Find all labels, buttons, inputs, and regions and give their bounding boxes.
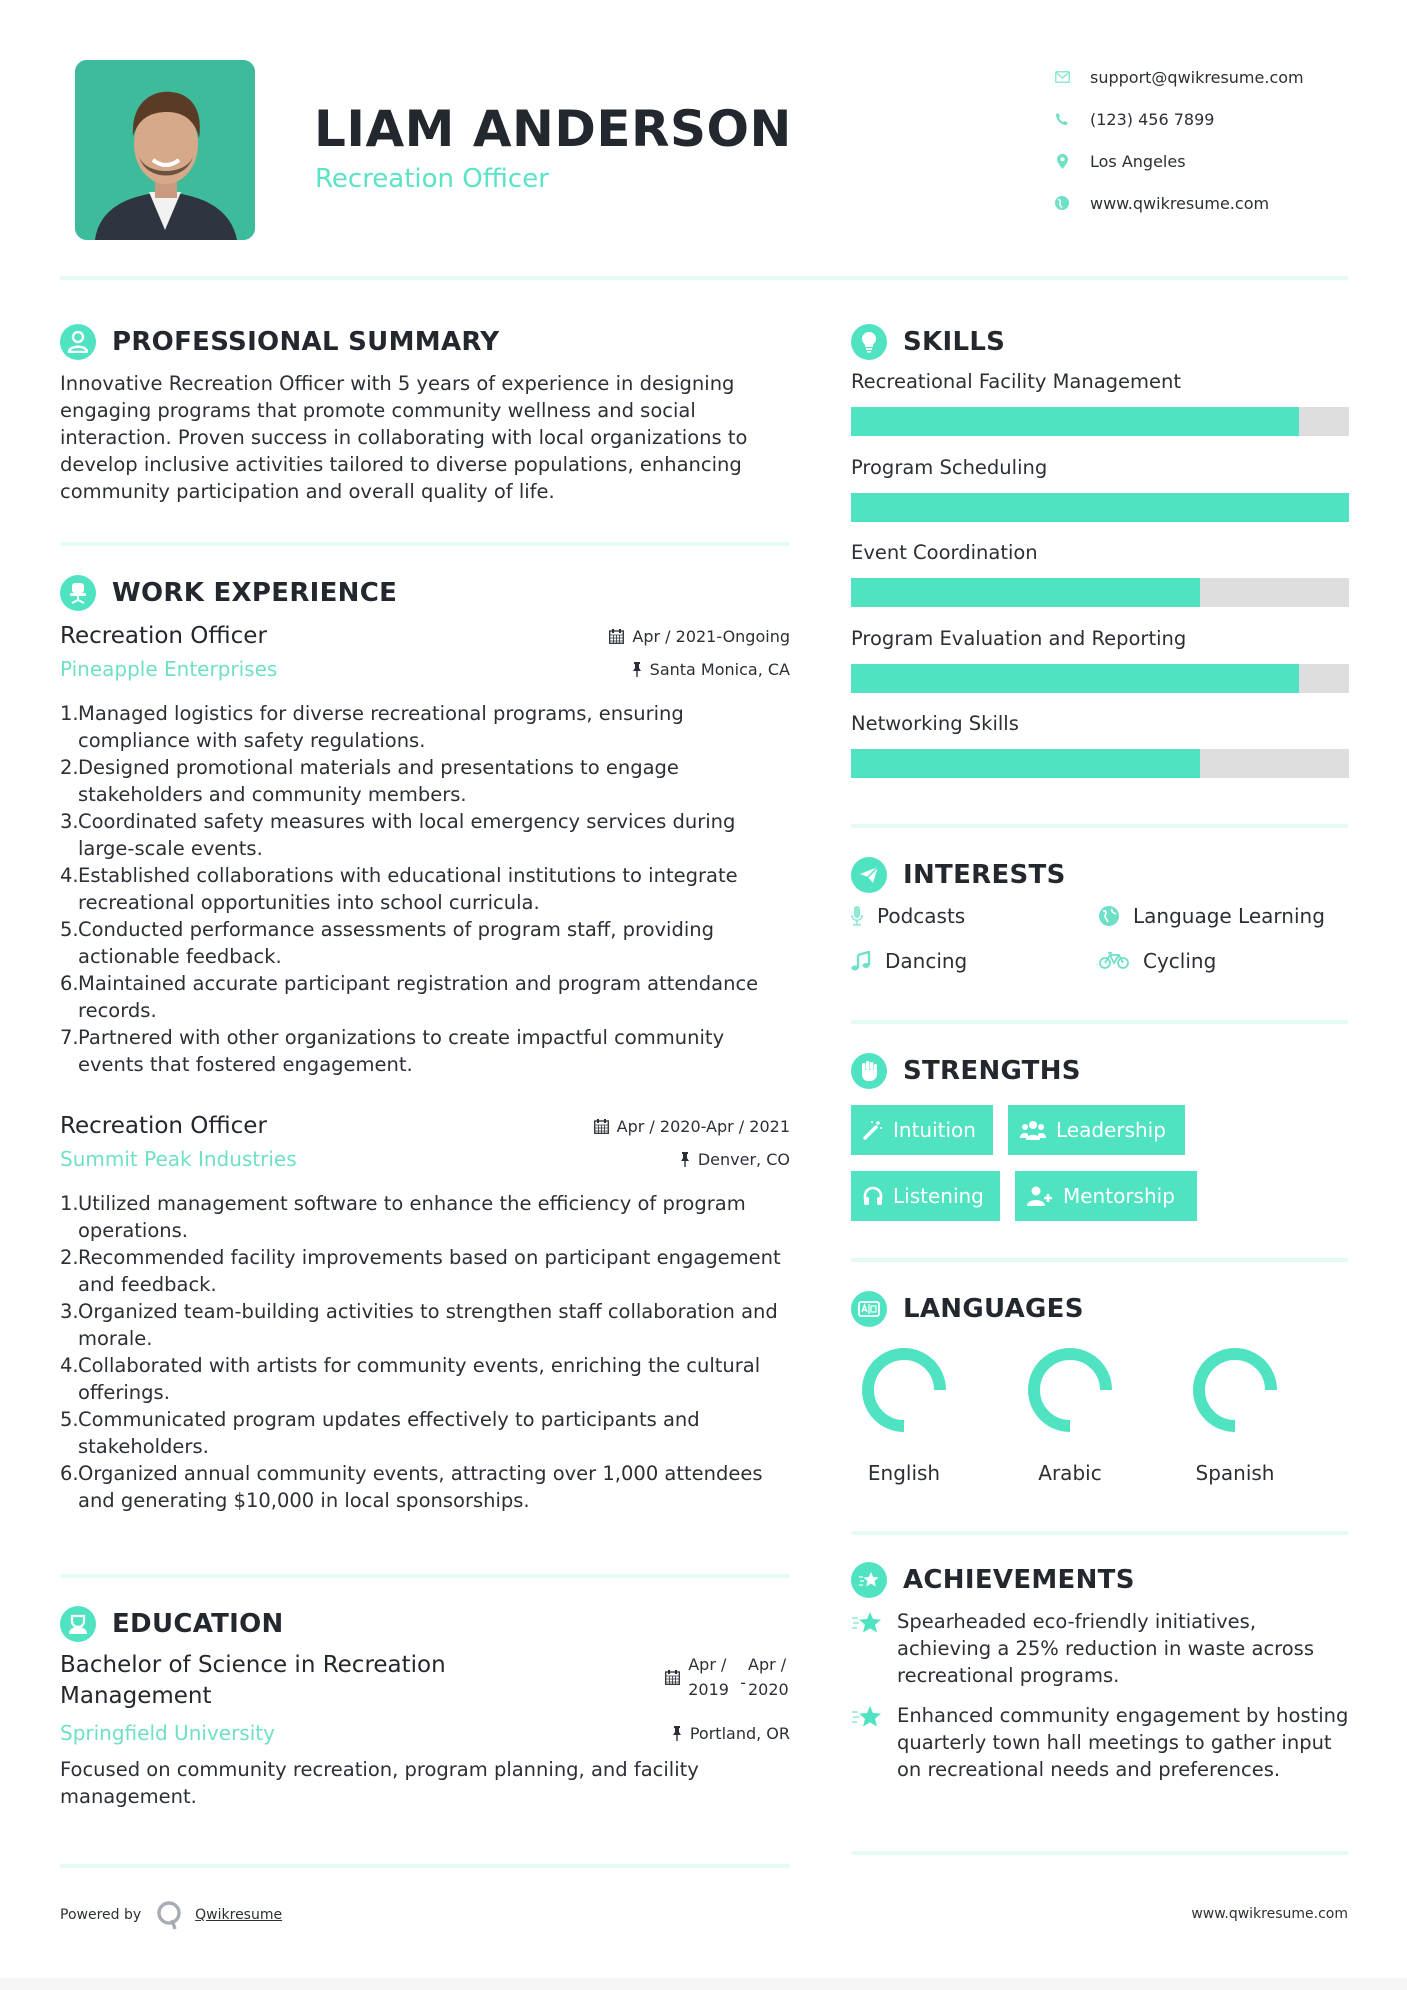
skill-bar xyxy=(851,407,1349,436)
language-item xyxy=(849,1345,959,1485)
pushpin-icon xyxy=(672,1726,682,1741)
achievement-item xyxy=(851,1608,1351,1689)
language-icon xyxy=(851,1291,887,1327)
profile-photo xyxy=(75,60,255,240)
job-title: Recreation Officer xyxy=(60,1113,267,1139)
skills-section-header xyxy=(851,324,1005,360)
skill-item xyxy=(851,456,1349,542)
summary-heading: PROFESSIONAL SUMMARY xyxy=(112,327,500,357)
degree-title: Bachelor of Science in Recreation Management xyxy=(60,1652,446,1709)
job-bullets xyxy=(60,700,790,1078)
person-photo-icon xyxy=(75,60,255,240)
skill-label: Program Evaluation and Reporting xyxy=(851,626,1187,650)
school-name: Springfield University xyxy=(60,1721,275,1745)
skill-bar-fill xyxy=(851,493,1349,522)
footer-branding xyxy=(60,1900,282,1930)
skill-item xyxy=(851,370,1349,456)
interest-item xyxy=(1099,904,1325,928)
skill-bar-fill xyxy=(851,407,1299,436)
skill-bar-fill xyxy=(851,664,1299,693)
achievement-item xyxy=(851,1702,1351,1783)
contact-phone-text: (123) 456 7899 xyxy=(1090,109,1215,129)
contact-email-text: support@qwikresume.com xyxy=(1090,67,1304,87)
job-dates: Apr / 2021-Ongoing xyxy=(609,627,790,646)
achievements-divider xyxy=(851,1851,1348,1855)
language-label: English xyxy=(867,1461,941,1485)
globe-icon xyxy=(1099,906,1119,926)
job-location: Santa Monica, CA xyxy=(632,660,790,679)
contact-email[interactable] xyxy=(1054,56,1354,98)
music-note-icon xyxy=(851,951,871,971)
skill-bar-fill xyxy=(851,749,1200,778)
skill-bar xyxy=(851,578,1349,607)
skill-item xyxy=(851,712,1349,798)
user-plus-icon xyxy=(1027,1186,1053,1206)
pushpin-icon xyxy=(632,662,642,677)
date-separator: - xyxy=(740,1672,746,1692)
achievements-section-header xyxy=(851,1562,1135,1598)
education-entry xyxy=(60,1650,790,1810)
graduate-icon xyxy=(60,1606,96,1642)
job-location: Denver, CO xyxy=(680,1150,790,1169)
user-icon xyxy=(60,324,96,360)
candidate-name: LIAM ANDERSON xyxy=(314,100,792,158)
bullet-item: 2. Designed promotional materials and presentations to engage stakeholders and community members. xyxy=(60,756,679,806)
contact-location-text: Los Angeles xyxy=(1090,151,1186,171)
achievement-text: Enhanced community engagement by hosting quarterly town hall meetings to gather input on recreational needs and preferences. xyxy=(897,1704,1349,1781)
interest-label: Dancing xyxy=(885,949,968,973)
calendar-icon xyxy=(665,1670,680,1685)
headphones-icon xyxy=(863,1186,883,1206)
strength-label: Mentorship xyxy=(1063,1184,1175,1208)
calendar-icon xyxy=(594,1119,609,1134)
languages-section-header xyxy=(851,1291,1084,1327)
contact-website[interactable] xyxy=(1054,182,1354,224)
education-location: Portland, OR xyxy=(672,1724,790,1743)
bullet-item: 5. Conducted performance assessments of program staff, providing actionable feedback. xyxy=(60,918,715,968)
interest-label: Cycling xyxy=(1143,949,1217,973)
strength-chip xyxy=(1008,1105,1185,1155)
footer-website[interactable]: www.qwikresume.com xyxy=(1191,1906,1348,1922)
header-divider xyxy=(60,276,1348,280)
education-end: Apr / 2020 xyxy=(748,1655,789,1699)
interest-label: Podcasts xyxy=(877,904,966,928)
bullet-item: 6. Maintained accurate participant registration and program attendance records. xyxy=(60,972,759,1022)
bullet-item: 2. Recommended facility improvements based on participant engagement and feedback. xyxy=(60,1246,781,1296)
education-heading: EDUCATION xyxy=(112,1609,284,1639)
skill-item xyxy=(851,627,1349,713)
bullet-item: 4. Established collaborations with educational institutions to integrate recreational opportunities into school curricula. xyxy=(60,864,738,914)
language-progress-ring xyxy=(1190,1345,1280,1435)
skill-label: Event Coordination xyxy=(851,541,1038,564)
bullet-item: 3. Organized team-building activities to strengthen staff collaboration and morale. xyxy=(60,1300,778,1350)
skill-label: Program Scheduling xyxy=(851,455,1048,479)
skills-list xyxy=(851,370,1349,798)
contact-website-text: www.qwikresume.com xyxy=(1090,193,1270,213)
interest-item xyxy=(851,949,967,973)
bullet-item: 7. Partnered with other organizations to create impactful community events that fostered engagement. xyxy=(60,1026,725,1076)
strengths-divider xyxy=(851,1258,1348,1262)
achievements-heading: ACHIEVEMENTS xyxy=(903,1565,1135,1595)
skill-bar xyxy=(851,664,1349,693)
candidate-title: Recreation Officer xyxy=(315,164,549,194)
languages-heading: LANGUAGES xyxy=(903,1294,1084,1324)
bullet-item: 1. Managed logistics for diverse recreational programs, ensuring compliance with safety regulations. xyxy=(60,702,684,752)
contact-list xyxy=(1054,56,1354,224)
experience-divider xyxy=(60,1574,790,1578)
education-section-header xyxy=(60,1606,284,1642)
lightbulb-icon xyxy=(851,324,887,360)
bullet-item: 5. Communicated program updates effectively to participants and stakeholders. xyxy=(60,1408,700,1458)
pushpin-icon xyxy=(680,1152,690,1167)
fist-icon xyxy=(851,1053,887,1089)
job-entry xyxy=(60,1110,790,1514)
microphone-icon xyxy=(851,906,863,926)
users-icon xyxy=(1020,1120,1046,1140)
education-start: Apr / 2019 xyxy=(688,1655,729,1699)
language-item xyxy=(1015,1345,1125,1485)
bullet-item: 6. Organized annual community events, attracting over 1,000 attendees and generating $10,000 in local sponsorships. xyxy=(60,1462,763,1512)
contact-location xyxy=(1054,140,1354,182)
job-dates: Apr / 2020-Apr / 2021 xyxy=(594,1117,790,1136)
bullet-item: 3. Coordinated safety measures with local emergency services during large-scale events. xyxy=(60,810,736,860)
skill-label: Networking Skills xyxy=(851,712,1019,735)
interests-heading: INTERESTS xyxy=(903,860,1066,890)
shooting-star-icon xyxy=(851,1702,897,1783)
experience-section-header xyxy=(60,575,397,611)
skills-divider xyxy=(851,824,1348,828)
summary-section-header xyxy=(60,324,499,360)
magic-wand-icon xyxy=(863,1120,883,1140)
summary-text: Innovative Recreation Officer with 5 years of experience in designing engaging programs that promote community wellness and social interaction. Proven success in collaborating with local organizations to develop inclusive activities tailored to diverse populations, enhancing community participation and overall quality of life. xyxy=(60,372,748,503)
language-progress-ring xyxy=(859,1345,949,1435)
skill-bar xyxy=(851,749,1349,778)
map-pin-icon xyxy=(1054,153,1070,169)
skills-heading: SKILLS xyxy=(903,327,1006,357)
job-title: Recreation Officer xyxy=(60,623,267,649)
summary-divider xyxy=(60,542,790,546)
interest-label: Language Learning xyxy=(1133,904,1325,928)
skill-item xyxy=(851,541,1349,627)
language-item xyxy=(1180,1345,1290,1485)
interest-item xyxy=(1099,949,1216,973)
bullet-item: 4. Collaborated with artists for community events, enriching the cultural offerings. xyxy=(60,1354,761,1404)
education-dates xyxy=(665,1652,790,1702)
company-name: Summit Peak Industries xyxy=(60,1147,297,1171)
qwikresume-link[interactable]: Qwikresume xyxy=(195,1907,283,1923)
strength-chip xyxy=(1015,1171,1197,1221)
company-name: Pineapple Enterprises xyxy=(60,657,278,681)
education-description: Focused on community recreation, program planning, and facility management. xyxy=(60,1758,699,1808)
page-bottom-edge xyxy=(0,1978,1407,1990)
contact-phone[interactable] xyxy=(1054,98,1354,140)
interests-section-header xyxy=(851,857,1066,893)
job-bullets xyxy=(60,1190,790,1514)
language-progress-ring xyxy=(1025,1345,1115,1435)
qwikresume-logo-icon xyxy=(155,1900,185,1930)
strength-chip xyxy=(851,1171,1000,1221)
strength-label: Intuition xyxy=(893,1118,976,1142)
education-divider xyxy=(60,1864,790,1868)
strength-chip xyxy=(851,1105,993,1155)
experience-heading: WORK EXPERIENCE xyxy=(112,578,398,608)
skill-bar xyxy=(851,493,1349,522)
achievement-text: Spearheaded eco-friendly initiatives, achieving a 25% reduction in waste across recreational programs. xyxy=(897,1610,1315,1687)
strength-label: Leadership xyxy=(1056,1118,1166,1142)
phone-icon xyxy=(1054,111,1070,127)
globe-icon xyxy=(1054,195,1070,211)
language-label: Spanish xyxy=(1195,1461,1275,1485)
calendar-icon xyxy=(609,629,624,644)
bicycle-icon xyxy=(1099,952,1129,970)
skill-bar-fill xyxy=(851,578,1200,607)
job-entry xyxy=(60,620,790,1078)
interests-divider xyxy=(851,1020,1348,1024)
paper-plane-icon xyxy=(851,857,887,893)
strength-label: Listening xyxy=(893,1184,984,1208)
shooting-star-icon xyxy=(851,1608,897,1689)
office-chair-icon xyxy=(60,575,96,611)
languages-divider xyxy=(851,1531,1348,1535)
envelope-icon xyxy=(1054,69,1070,85)
interest-item xyxy=(851,904,965,928)
language-label: Arabic xyxy=(1038,1461,1102,1485)
strengths-heading: STRENGTHS xyxy=(903,1056,1081,1086)
star-icon xyxy=(851,1562,887,1598)
bullet-item: 1. Utilized management software to enhance the efficiency of program operations. xyxy=(60,1192,746,1242)
powered-by-label: Powered by xyxy=(60,1907,142,1923)
skill-label: Recreational Facility Management xyxy=(851,370,1182,393)
strengths-section-header xyxy=(851,1053,1081,1089)
